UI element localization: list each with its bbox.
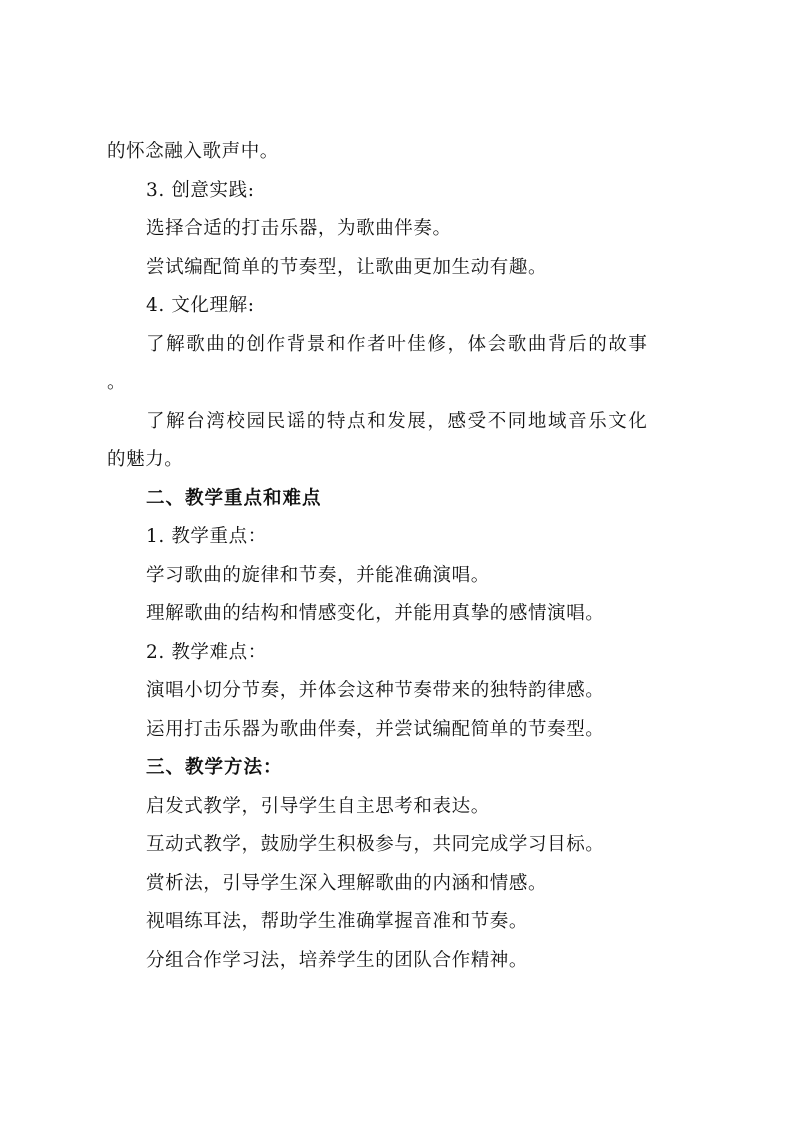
subsection-heading: 3. 创意实践: [146, 179, 255, 201]
text-line: 的魅力。 [107, 449, 184, 470]
text-line: 学习歌曲的旋律和节奏，并能准确演唱。 [146, 564, 490, 586]
subsection-heading: 2. 教学难点： [146, 641, 267, 663]
text-line: 互动式教学，鼓励学生积极参与，共同完成学习目标。 [146, 834, 605, 855]
text-line: 启发式教学，引导学生自主思考和表达。 [146, 795, 490, 817]
subsection-heading: 1. 教学重点： [146, 526, 267, 547]
text-line: 演唱小切分节奏，并体会这种节奏带来的独特韵律感。 [146, 680, 605, 701]
section-heading: 三、教学方法： [146, 757, 283, 778]
text-line: 的怀念融入歌声中。 [107, 141, 279, 162]
text-line: 了解台湾校园民谣的特点和发展，感受不同地域音乐文化 [146, 410, 649, 432]
text-line: 。 [107, 372, 127, 393]
subsection-heading: 4. 文化理解: [146, 295, 255, 316]
text-line: 运用打击乐器为歌曲伴奏，并尝试编配简单的节奏型。 [146, 718, 605, 740]
section-heading: 二、教学重点和难点 [146, 487, 322, 509]
text-line: 视唱练耳法，帮助学生准确掌握音准和节奏。 [146, 911, 529, 932]
text-line: 尝试编配简单的节奏型，让歌曲更加生动有趣。 [146, 256, 548, 278]
text-line: 了解歌曲的创作背景和作者叶佳修，体会歌曲背后的故事 [146, 333, 649, 355]
text-line: 理解歌曲的结构和情感变化，并能用真挚的感情演唱。 [146, 603, 605, 624]
text-line: 分组合作学习法，培养学生的团队合作精神。 [146, 949, 529, 971]
text-line: 选择合适的打击乐器，为歌曲伴奏。 [146, 218, 452, 239]
document-body [107, 133, 697, 980]
text-line: 赏析法，引导学生深入理解歌曲的内涵和情感。 [146, 872, 548, 894]
